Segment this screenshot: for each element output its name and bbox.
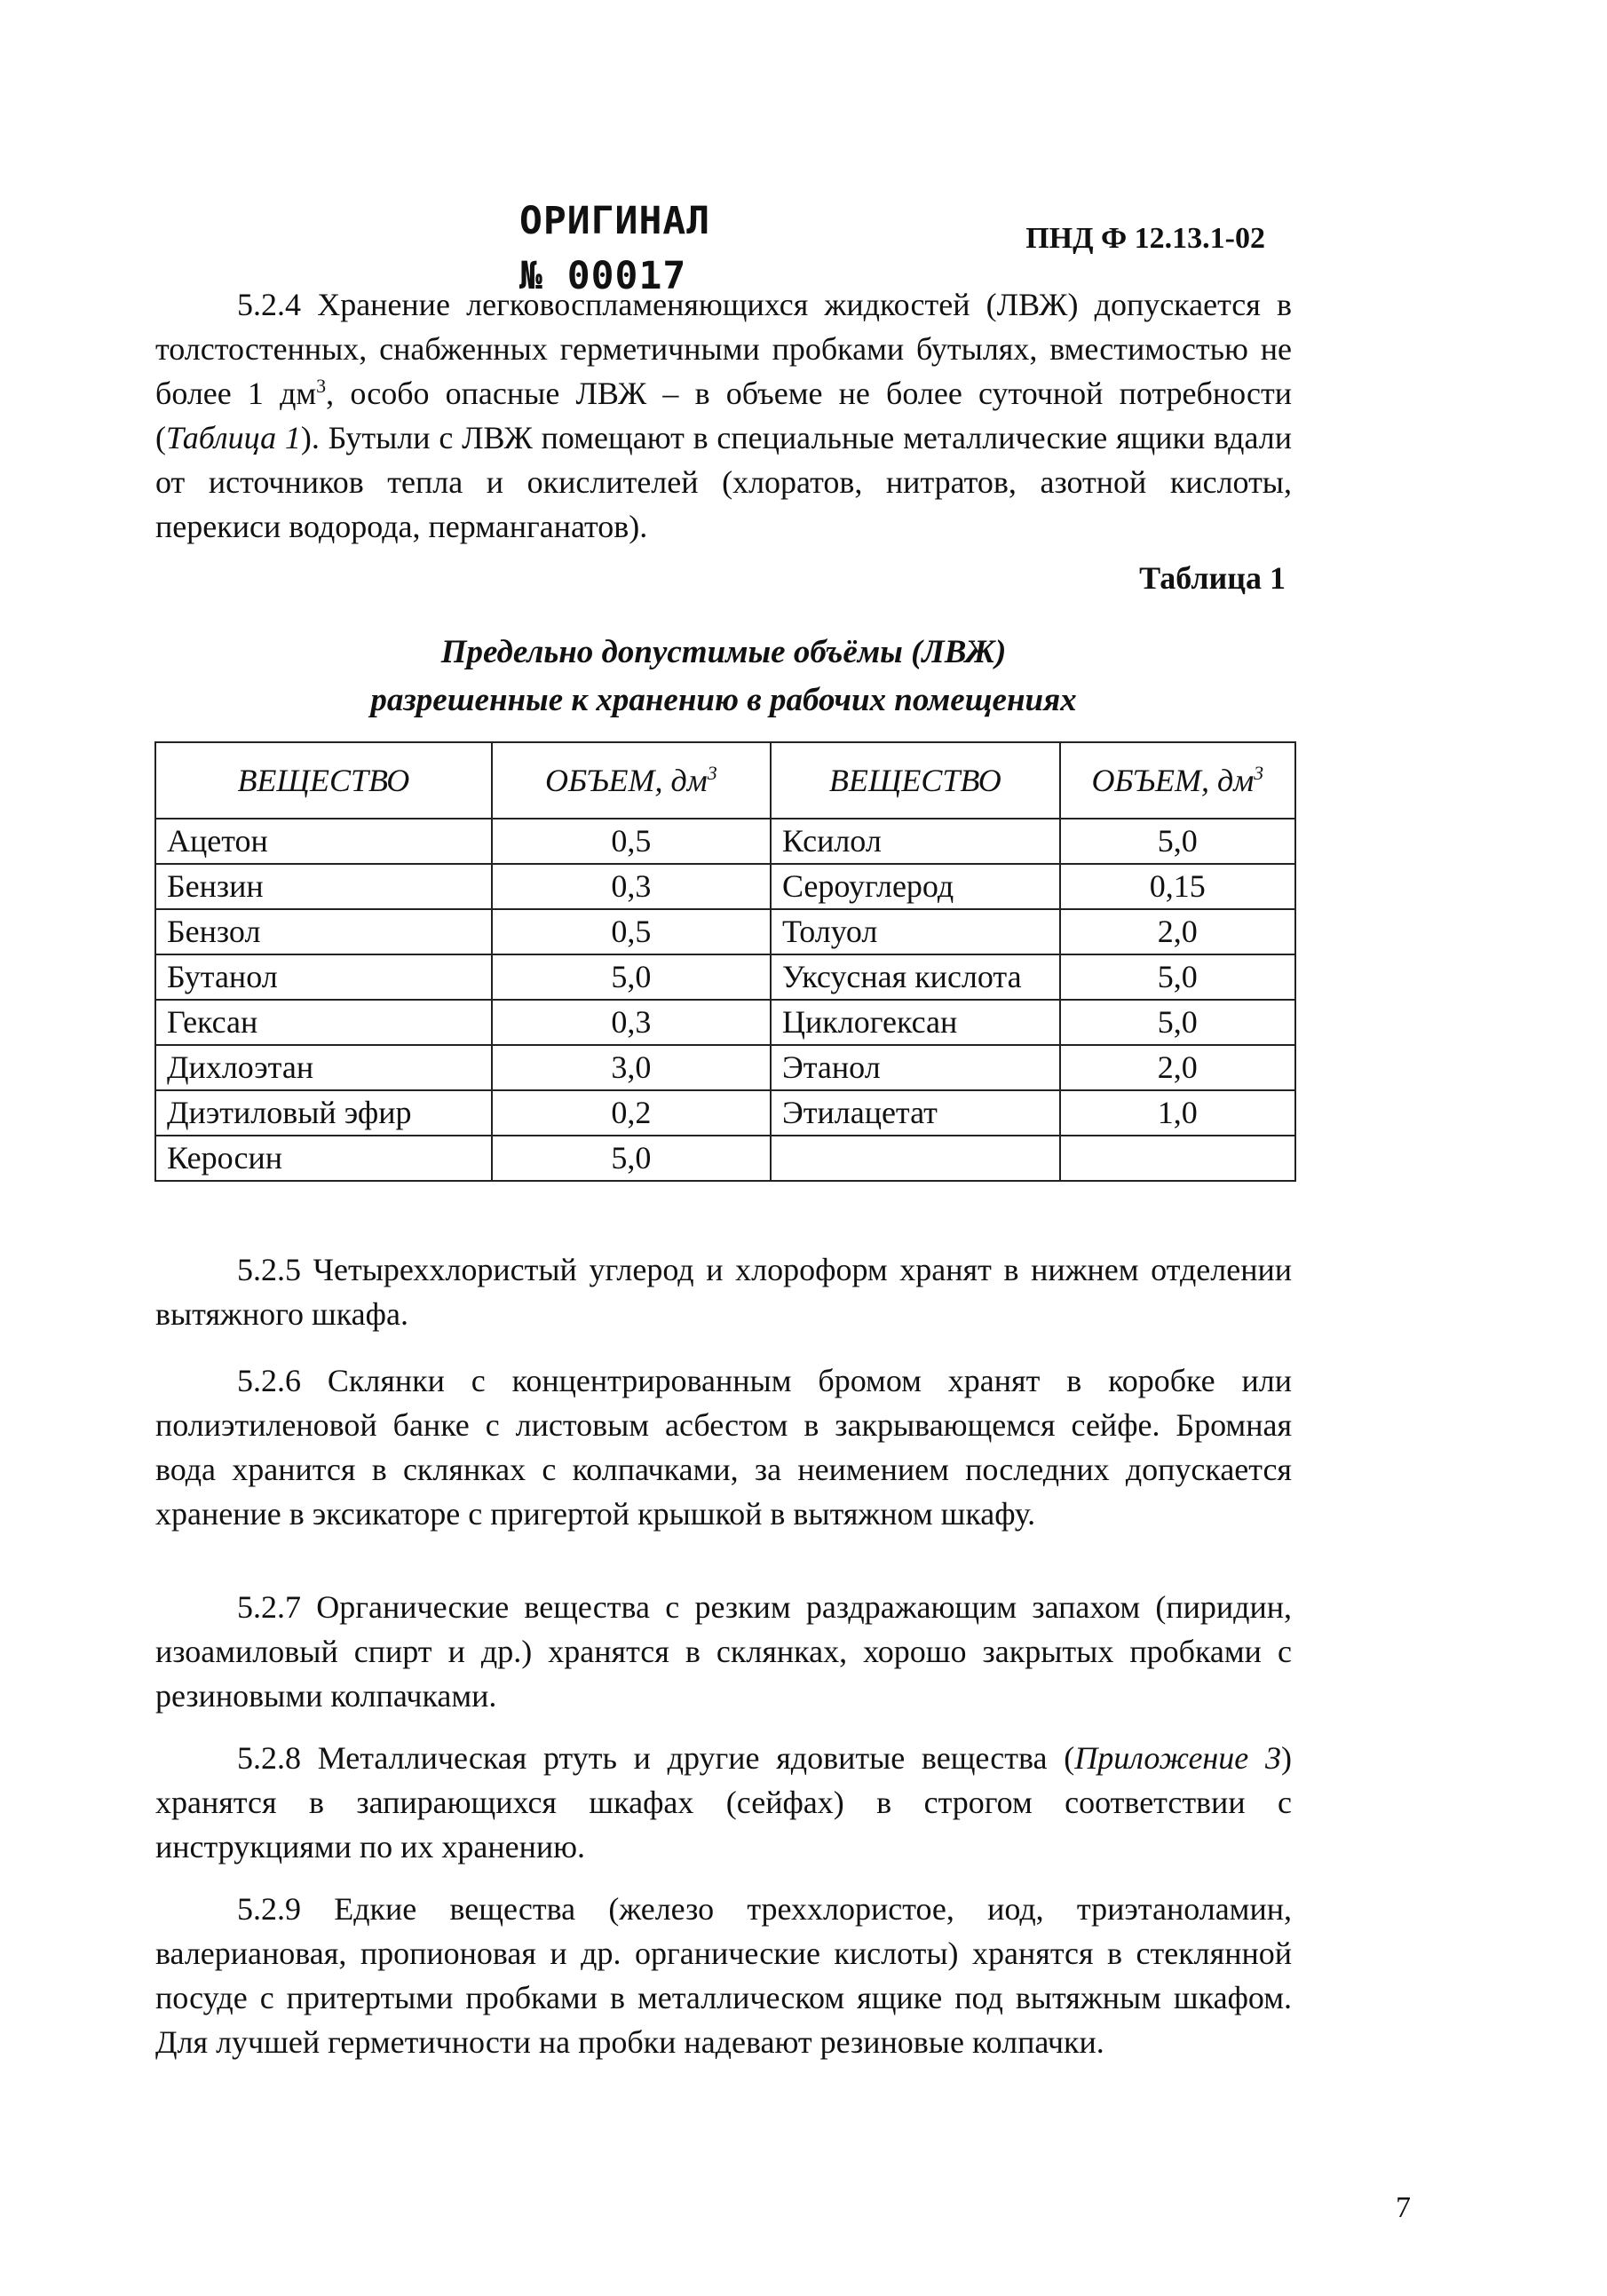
header-volume-1 bbox=[492, 742, 771, 819]
volume-cell: 3,0 bbox=[492, 1045, 771, 1090]
volume-cell: 5,0 bbox=[1060, 819, 1295, 864]
header-volume-2-text: ОБЪЕМ, дм bbox=[1091, 763, 1255, 798]
paragraph-5-2-5: 5.2.5 Четыреххлористый углерод и хлороформ хранят в нижнем отделении вытяжного шкафа. bbox=[155, 1252, 1292, 1332]
table-row bbox=[155, 819, 1295, 864]
table-row bbox=[155, 1045, 1295, 1090]
table-row bbox=[155, 1000, 1295, 1045]
volume-cell: 0,5 bbox=[492, 909, 771, 954]
substance-cell: Бензин bbox=[155, 864, 492, 909]
substance-cell: Ацетон bbox=[155, 819, 492, 864]
stamp-line-number: № 00017 bbox=[519, 254, 687, 298]
volume-cell: 0,3 bbox=[492, 1000, 771, 1045]
p524-text-1: 5.2.4 Хранение легковоспламеняющихся жидкостей (ЛВЖ) допускается в толстостенных, снабженных герметичными пробками бутылях, вместимостью не более 1 дм bbox=[155, 287, 1292, 411]
paragraph-5-2-6: 5.2.6 Склянки с концентрированным бромом хранят в коробке или полиэтиленовой банке с листовым асбестом в закрывающемся сейфе. Бромная вода хранится в склянках с колпачками, за неимением последних допускается хранение в эксикаторе с пригертой крышкой в вытяжном шкафу. bbox=[155, 1363, 1292, 1532]
volume-table bbox=[154, 741, 1296, 1182]
table-row bbox=[155, 1136, 1295, 1181]
volume-cell: 2,0 bbox=[1060, 1045, 1295, 1090]
table-row bbox=[155, 864, 1295, 909]
table-row bbox=[155, 1090, 1295, 1136]
volume-cell: 0,15 bbox=[1060, 864, 1295, 909]
paragraph-5-2-7: 5.2.7 Органические вещества с резким раздражающим запахом (пиридин, изоамиловый спирт и др.) хранятся в склянках, хорошо закрытых пробками с резиновыми колпачками. bbox=[155, 1589, 1292, 1714]
volume-cell: 1,0 bbox=[1060, 1090, 1295, 1136]
substance-cell: Толуол bbox=[771, 909, 1060, 954]
header-volume-2-sup: 3 bbox=[1254, 762, 1264, 784]
substance-cell: Гексан bbox=[155, 1000, 492, 1045]
table-title-line-2: разрешенные к хранению в рабочих помещениях bbox=[370, 682, 1077, 718]
volume-cell: 2,0 bbox=[1060, 909, 1295, 954]
table-label: Таблица 1 bbox=[1139, 560, 1286, 596]
substance-cell: Дихлоэтан bbox=[155, 1045, 492, 1090]
paragraph-5-2-8 bbox=[155, 1736, 1292, 1869]
table-header-row bbox=[155, 742, 1295, 819]
table-title-line-1: Предельно допустимые объёмы (ЛВЖ) bbox=[440, 634, 1007, 670]
volume-cell bbox=[1060, 1136, 1295, 1181]
header-volume-1-sup: 3 bbox=[707, 762, 717, 784]
p528-text-2: ) хранятся в запирающихся шкафах (сейфах) в строгом соответствии с инструкциями по их хранению. bbox=[155, 1740, 1292, 1865]
volume-cell: 0,2 bbox=[492, 1090, 771, 1136]
substance-cell: Диэтиловый эфир bbox=[155, 1090, 492, 1136]
header-substance-2: ВЕЩЕСТВО bbox=[771, 742, 1060, 819]
p524-table-reference: Таблица 1 bbox=[166, 420, 301, 455]
substance-cell: Уксусная кислота bbox=[771, 954, 1060, 1000]
volume-cell: 5,0 bbox=[492, 954, 771, 1000]
p528-text-1: 5.2.8 Металлическая ртуть и другие ядовитые вещества ( bbox=[237, 1740, 1075, 1776]
paragraph-5-2-9: 5.2.9 Едкие вещества (железо треххлористое, иод, триэтаноламин, валериановая, пропионовая и др. органические кислоты) хранятся в стеклянной посуде с притертыми пробками в металлическом ящике под вытяжным шкафом. Для лучшей герметичности на пробки надевают резиновые колпачки. bbox=[155, 1891, 1292, 2060]
p524-superscript: 3 bbox=[316, 375, 327, 397]
paragraph-5-2-4 bbox=[155, 282, 1292, 549]
page-number: 7 bbox=[1396, 2191, 1411, 2224]
table-row bbox=[155, 954, 1295, 1000]
substance-cell: Сероуглерод bbox=[771, 864, 1060, 909]
substance-cell: Этилацетат bbox=[771, 1090, 1060, 1136]
p524-text-3: ). Бутыли с ЛВЖ помещают в специальные металлические ящики вдали от источников тепла и окислителей (хлоратов, нитратов, азотной кислоты, перекиси водорода, перманганатов). bbox=[155, 420, 1292, 544]
p528-appendix-reference: Приложение 3 bbox=[1074, 1740, 1281, 1776]
p524-text-2: , особо опасные ЛВЖ – в объеме не более суточной потребности ( bbox=[155, 376, 1292, 455]
volume-cell: 5,0 bbox=[492, 1136, 771, 1181]
substance-cell: Циклогексан bbox=[771, 1000, 1060, 1045]
table-title bbox=[155, 629, 1292, 724]
substance-cell: Этанол bbox=[771, 1045, 1060, 1090]
volume-cell: 0,3 bbox=[492, 864, 771, 909]
table-row bbox=[155, 909, 1295, 954]
substance-cell: Ксилол bbox=[771, 819, 1060, 864]
substance-cell: Керосин bbox=[155, 1136, 492, 1181]
stamp-line-original: ОРИГИНАЛ bbox=[519, 199, 711, 243]
document-code: ПНД Ф 12.13.1-02 bbox=[1025, 222, 1265, 255]
header-substance-1: ВЕЩЕСТВО bbox=[155, 742, 492, 819]
header-volume-1-text: ОБЪЕМ, дм bbox=[545, 763, 708, 798]
substance-cell bbox=[771, 1136, 1060, 1181]
volume-cell: 0,5 bbox=[492, 819, 771, 864]
substance-cell: Бутанол bbox=[155, 954, 492, 1000]
volume-cell: 5,0 bbox=[1060, 954, 1295, 1000]
header-volume-2 bbox=[1060, 742, 1295, 819]
volume-cell: 5,0 bbox=[1060, 1000, 1295, 1045]
substance-cell: Бензол bbox=[155, 909, 492, 954]
